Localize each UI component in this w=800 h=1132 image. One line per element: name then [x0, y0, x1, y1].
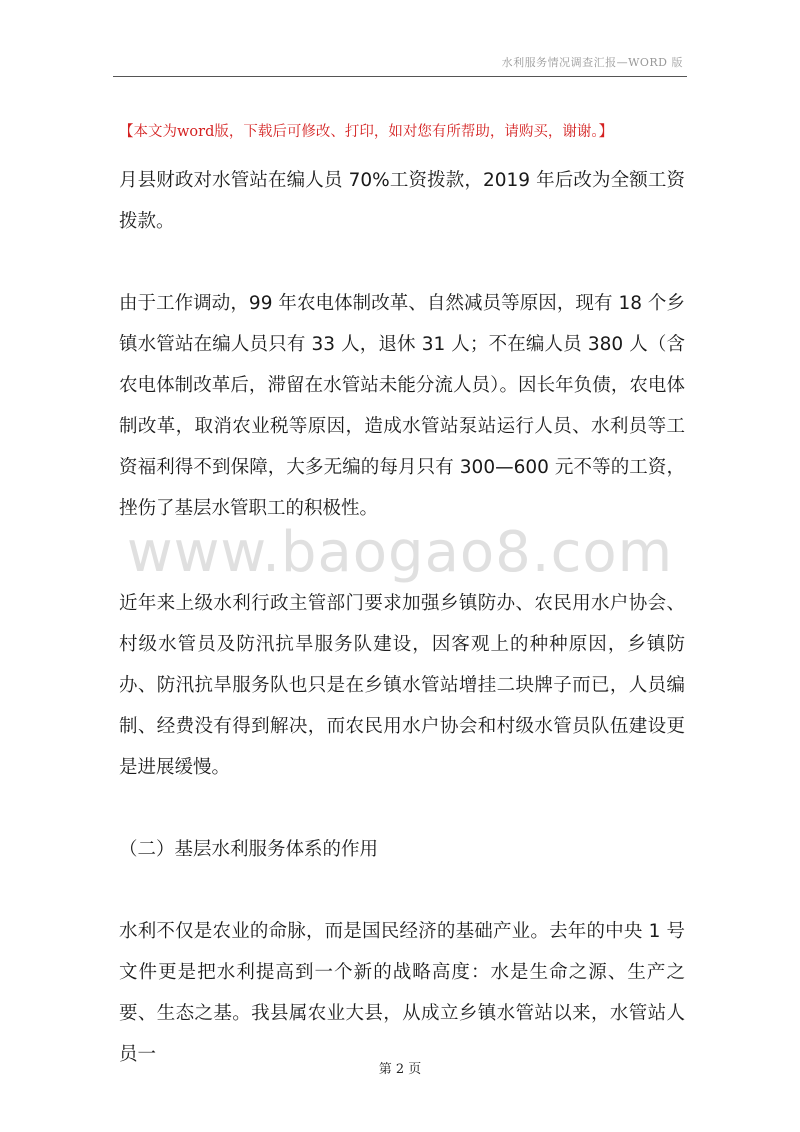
paragraph-1: 月县财政对水管站在编人员 70%工资拨款，2019 年后改为全额工资拨款。 — [119, 170, 685, 232]
section-heading: （二）基层水利服务体系的作用 — [119, 839, 379, 860]
page-number: 第 2 页 — [378, 1062, 422, 1077]
header-title: 水利服务情况调查汇报—WORD 版 — [501, 56, 683, 69]
paragraph-2: 由于工作调动，99 年农电体制改革、自然减员等原因，现有 18 个乡镇水管站在编人员只有 33 人，退休 31 人；不在编人员 380 人（含农电体制改革后，滞留在水管站未能分流人员）。因长年负债，农电体制改革，取消农业税等原因，造成水管站泵站运行人员、水利员等工资福利得不到保障，大多无编的每月只有 300—600 元不等的工资，挫伤了基层水管职工的积极性。 — [119, 293, 685, 519]
paragraph-4: 水利不仅是农业的命脉，而是国民经济的基础产业。去年的中央 1 号文件更是把水利提高到一个新的战略高度：水是生命之源、生产之要、生态之基。我县属农业大县，从成立乡镇水管站以来，水管站人员一 — [119, 921, 685, 1065]
watermark: www.baogao8.com — [126, 520, 674, 585]
page-header — [113, 50, 687, 77]
paragraph-3: 近年来上级水利行政主管部门要求加强乡镇防办、农民用水户协会、村级水管员及防汛抗旱服务队建设，因客观上的种种原因，乡镇防办、防汛抗旱服务队也只是在乡镇水管站增挂二块牌子而已，人员编制、经费没有得到解决，而农民用水户协会和村级水管员队伍建设更是进展缓慢。 — [119, 593, 685, 778]
download-notice: 【本文为word版，下载后可修改、打印，如对您有所帮助，请购买，谢谢。】 — [119, 124, 614, 140]
